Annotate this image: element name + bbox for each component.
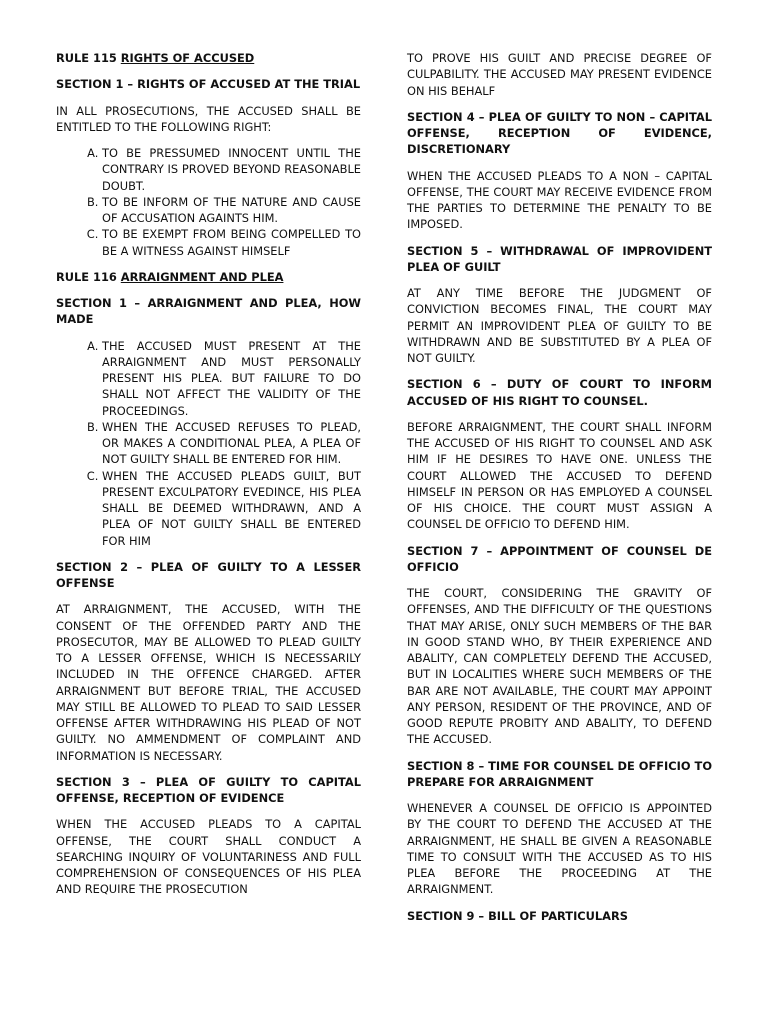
r116-plea-list: [56, 338, 361, 549]
section-7-heading: SECTION 7 – APPOINTMENT OF COUNSEL DE OFFICIO: [407, 543, 712, 574]
section-4-body: WHEN THE ACCUSED PLEADS TO A NON – CAPITAL OFFENSE, THE COURT MAY RECEIVE EVIDENCE FROM THE PARTIES TO DETERMINE THE PENALTY TO BE IMPOSED.: [407, 168, 712, 232]
section-3-body-continued: TO PROVE HIS GUILT AND PRECISE DEGREE OF CULPABILITY. THE ACCUSED MAY PRESENT EVIDENCE ON HIS BEHALF: [407, 51, 712, 98]
section-8-heading: SECTION 8 – TIME FOR COUNSEL DE OFFICIO TO PREPARE FOR ARRAIGNMENT: [407, 758, 712, 789]
rule-116-heading: RULE 116 ARRAIGNMENT AND PLEA: [56, 269, 284, 284]
list-item: C. TO BE EXEMPT FROM BEING COMPELLED TO BE A WITNESS AGAINST HIMSELF: [102, 226, 361, 259]
section-6-heading: SECTION 6 – DUTY OF COURT TO INFORM ACCUSED OF HIS RIGHT TO COUNSEL.: [407, 377, 712, 408]
rule-115-title: RIGHTS OF ACCUSED: [120, 51, 255, 65]
list-item: B. WHEN THE ACCUSED REFUSES TO PLEAD, OR MAKES A CONDITIONAL PLEA, A PLEA OF NOT GUILTY SHALL BE ENTERED FOR HIM.: [102, 419, 361, 468]
section-6-body: BEFORE ARRAIGNMENT, THE COURT SHALL INFORM THE ACCUSED OF HIS RIGHT TO COUNSEL AND ASK HIM IF HE DESIRES TO HAVE ONE. UNLESS THE COURT ALLOWED THE ACCUSED TO DEFEND HIMSELF IN PERSON OR HAS EMPLOYED A COUNSEL OF HIS CHOICE. THE COURT MUST ASSIGN A COUNSEL DE OFFICIO TO DEFEND HIM.: [407, 419, 712, 532]
list-item: A. THE ACCUSED MUST PRESENT AT THE ARRAIGNMENT AND MUST PERSONALLY PRESENT HIS PLEA. BUT FAILURE TO DO SHALL NOT AFFECT THE VALIDITY OF THE PROCEEDINGS.: [102, 338, 361, 419]
section-3-body: WHEN THE ACCUSED PLEADS TO A CAPITAL OFFENSE, THE COURT SHALL CONDUCT A SEARCHING INQUIRY OF VOLUNTARINESS AND FULL COMPREHENSION OF CONSEQUENCES OF HIS PLEA AND REQUIRE THE PROSECUTION: [56, 817, 361, 897]
section-2-heading: SECTION 2 – PLEA OF GUILTY TO A LESSER OFFENSE: [56, 559, 361, 590]
rule-116-title: ARRAIGNMENT AND PLEA: [120, 269, 284, 284]
r115-section-1-intro: IN ALL PROSECUTIONS, THE ACCUSED SHALL BE ENTITLED TO THE FOLLOWING RIGHT:: [56, 103, 361, 134]
section-9-heading: SECTION 9 – BILL OF PARTICULARS: [407, 908, 628, 923]
section-7-body: THE COURT, CONSIDERING THE GRAVITY OF OFFENSES, AND THE DIFFICULTY OF THE QUESTIONS THAT MAY ARISE, ONLY SUCH MEMBERS OF THE BAR IN GOOD STAND WHO, BY THEIR EXPERIENCE AND ABALITY, CAN COMPLETELY DEFEND THE ACCUSED, BUT IN LOCALITIES WHERE SUCH MEMBERS OF THE BAR ARE NOT AVAILABLE, THE COURT MAY APPOINT ANY PERSON, RESIDENT OF THE PROVINCE, AND OF GOOD REPUTE PROBITY AND ABALITY, TO DEFEND THE ACCUSED.: [407, 586, 712, 747]
section-4-heading: SECTION 4 – PLEA OF GUILTY TO NON – CAPITAL OFFENSE, RECEPTION OF EVIDENCE, DISCRETIONARY: [407, 109, 712, 157]
section-5-body: AT ANY TIME BEFORE THE JUDGMENT OF CONVICTION BECOMES FINAL, THE COURT MAY PERMIT AN IMPROVIDENT PLEA OF GUILTY TO BE WITHDRAWN AND BE SUBSTITUTED BY A PLEA OF NOT GUILTY.: [407, 286, 712, 365]
list-item: C. WHEN THE ACCUSED PLEADS GUILT, BUT PRESENT EXCULPATORY EVEDINCE, HIS PLEA SHALL BE DEEMED WITHDRAWN, AND A PLEA OF NOT GUILTY SHALL BE ENTERED FOR HIM: [102, 468, 361, 549]
section-5-heading: SECTION 5 – WITHDRAWAL OF IMPROVIDENT PLEA OF GUILT: [407, 243, 712, 274]
left-column: [56, 50, 361, 908]
list-item: A. TO BE PRESSUMED INNOCENT UNTIL THE CONTRARY IS PROVED BEYOND REASONABLE DOUBT.: [102, 145, 361, 194]
list-item: B. TO BE INFORM OF THE NATURE AND CAUSE OF ACCUSATION AGAINTS HIM.: [102, 194, 361, 227]
r116-section-1-heading: SECTION 1 – ARRAIGNMENT AND PLEA, HOW MADE: [56, 296, 361, 327]
section-8-body: WHENEVER A COUNSEL DE OFFICIO IS APPOINTED BY THE COURT TO DEFEND THE ACCUSED AT THE ARRAIGNMENT, HE SHALL BE GIVEN A REASONABLE TIME TO CONSULT WITH THE ACCUSED AS TO HIS PLEA BEFORE THE PROCEEDING AT THE ARRAIGNMENT.: [407, 801, 712, 897]
right-column: [407, 50, 712, 934]
section-2-body: AT ARRAIGNMENT, THE ACCUSED, WITH THE CONSENT OF THE OFFENDED PARTY AND THE PROSECUTOR, MAY BE ALLOWED TO PLEAD GUILTY TO A LESSER OFFENSE, WHICH IS NECESSARILY INCLUDED IN THE OFFENCE CHARGED. AFTER ARRAIGNMENT BUT BEFORE TRIAL, THE ACCUSED MAY STILL BE ALLOWED TO PLEAD TO SAID LESSER OFFENSE AFTER WITHDRAWING HIS PLEAD OF NOT GUILTY. NO AMMENDMENT OF COMPLAINT AND INFORMATION IS NECESSARY.: [56, 602, 361, 763]
r115-rights-list: [56, 145, 361, 259]
rule-115-heading: RULE 115 RIGHTS OF ACCUSED: [56, 51, 255, 65]
section-3-heading: SECTION 3 – PLEA OF GUILTY TO CAPITAL OFFENSE, RECEPTION OF EVIDENCE: [56, 774, 361, 805]
r115-section-1-heading: SECTION 1 – RIGHTS OF ACCUSED AT THE TRIAL: [56, 77, 361, 92]
